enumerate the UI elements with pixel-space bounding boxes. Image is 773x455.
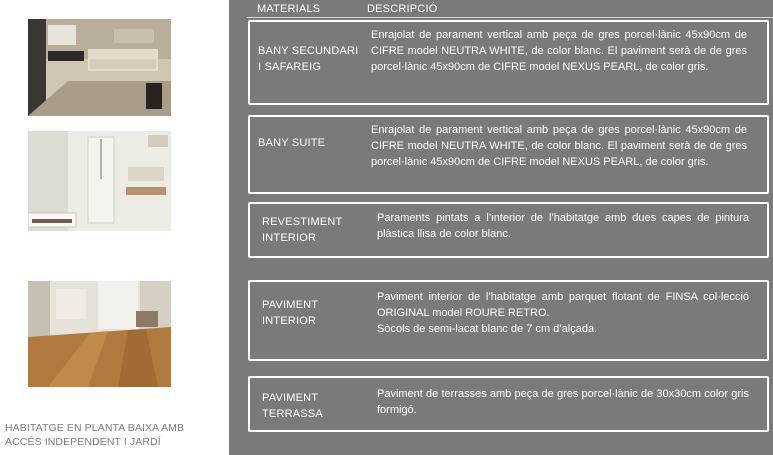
label-line: TERRASSA xyxy=(262,408,323,420)
material-description xyxy=(371,27,747,75)
description-text: Enrajolat de parament vertical amb peça de gres porcel·lànic 45x90cm de CIFRE model NEUTRA WHITE, de color blanc. El paviment serà de de gres porcel·lànic 45x90cm de CIFRE model NEXUS PEARL, de color gris. xyxy=(371,124,747,168)
header-materials: MATERIALS xyxy=(257,3,321,15)
label-line: REVESTIMENT xyxy=(262,216,343,228)
label-line: BANY SECUNDARI xyxy=(258,45,359,57)
caption-line-2: ACCÉS INDEPENDENT I JARDÍ xyxy=(5,436,161,448)
label-line: PAVIMENT xyxy=(262,392,319,404)
description-text: Paviment de terrasses amb peça de gres porcel·lànic de 30x30cm color gris formigó. xyxy=(377,388,749,416)
wood-floor-interior-photo xyxy=(28,281,171,387)
material-description xyxy=(377,386,749,418)
label-line: BANY SUITE xyxy=(258,137,326,149)
bathroom-secondary-photo xyxy=(28,19,171,116)
material-row-bany-secundari xyxy=(248,20,769,105)
header-descripcio: DESCRIPCIÓ xyxy=(367,3,438,15)
material-row-bany-suite xyxy=(248,115,769,194)
label-line: I SAFAREIG xyxy=(258,61,322,73)
material-label xyxy=(262,214,342,246)
label-line: INTERIOR xyxy=(262,315,317,327)
label-line: PAVIMENT xyxy=(262,299,319,311)
description-text: Paraments pintats a l’interior de l’habitatge amb dues capes de pintura plàstica llisa de color blanc. xyxy=(377,212,749,240)
material-label xyxy=(258,43,358,75)
material-description xyxy=(377,210,749,242)
description-text: Paviment interior de l’habitatge amb parquet flotant de FINSA col·lecció ORIGINAL model ROURE RETRO. xyxy=(377,291,749,319)
material-row-paviment-terrassa xyxy=(248,376,769,432)
label-line: INTERIOR xyxy=(262,232,317,244)
left-panel xyxy=(0,0,229,455)
material-label xyxy=(262,390,323,422)
material-label xyxy=(262,297,318,329)
material-row-paviment-interior xyxy=(248,280,769,361)
description-text: Enrajolat de parament vertical amb peça de gres porcel·lànic 45x90cm de CIFRE model NEUTRA WHITE, de color blanc. El paviment serà de de gres porcel·lànic 45x90cm de CIFRE model NEXUS PEARL, de color gris. xyxy=(371,29,747,73)
material-description xyxy=(371,122,747,170)
materials-panel xyxy=(229,0,773,455)
material-label xyxy=(258,135,325,151)
header-divider xyxy=(247,17,773,18)
material-row-revestiment-interior xyxy=(248,202,769,258)
material-description xyxy=(377,289,749,337)
bathroom-suite-photo xyxy=(28,131,171,231)
caption-line-1: HABITATGE EN PLANTA BAIXA AMB xyxy=(5,422,185,434)
caption xyxy=(5,421,227,449)
description-text: Sòcols de semi-lacat blanc de 7 cm d’alçada. xyxy=(377,323,598,335)
